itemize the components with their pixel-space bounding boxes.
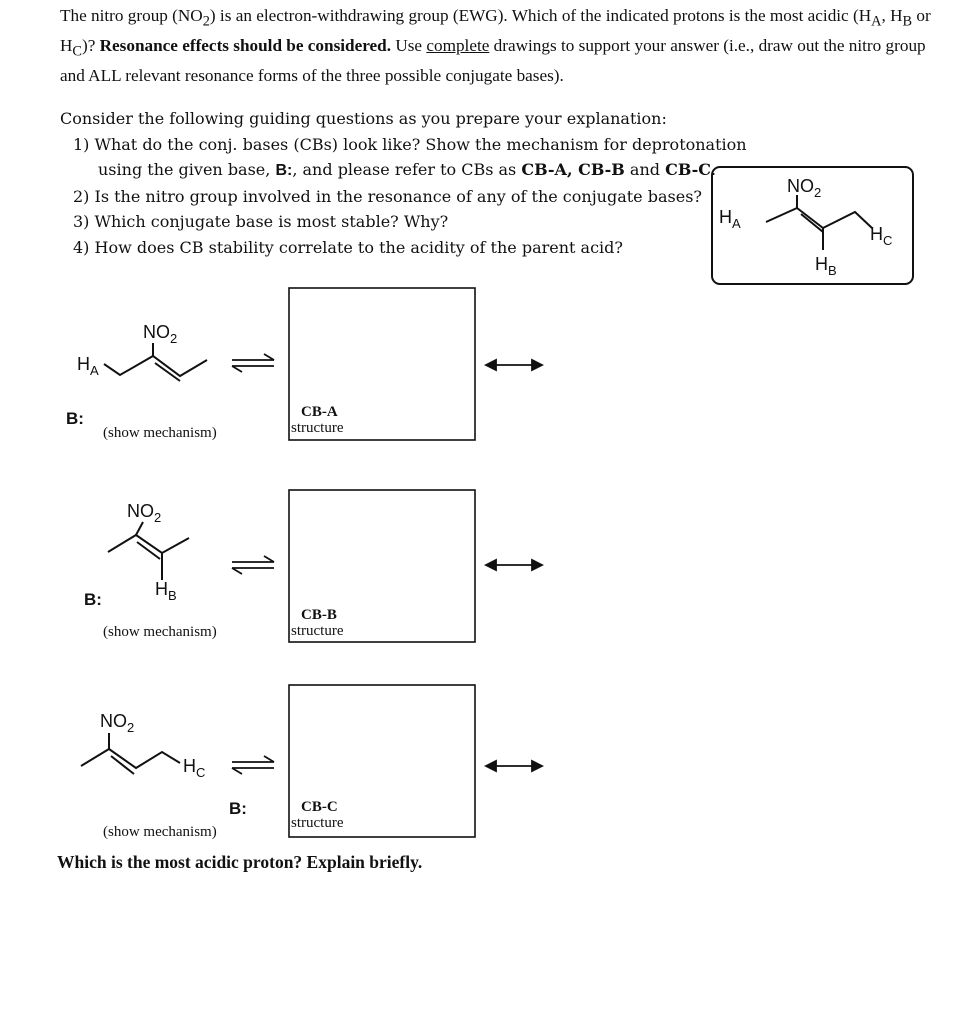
row1-skeleton (104, 356, 207, 376)
cb-c-label (291, 799, 343, 831)
cb-c-structure-text: structure (291, 815, 344, 831)
intro-sub-a: A (871, 13, 882, 30)
reference-skeleton (766, 208, 872, 228)
intro-text-4: or H (60, 6, 931, 55)
guide-q2: 2) Is the nitro group involved in the resonance of any of the conjugate bases? (73, 186, 702, 206)
row1-show-mechanism: (show mechanism) (103, 425, 217, 441)
row2-no2-label: $NO_2$ (127, 501, 162, 525)
row1-base-label: B: (66, 409, 84, 428)
row2-hb-label: $H_B$ (155, 579, 177, 603)
intro-text-7: drawings to support your answer (i.e., draw out the nitro group and ALL relevant resonance forms of the three possible conjugate bases). (60, 35, 926, 85)
cb-b-structure-text: structure (291, 623, 344, 639)
row3-base-label: B: (229, 799, 247, 818)
row1-resonance-arrow (486, 360, 542, 370)
cb-c-title: CB-C (301, 799, 338, 815)
intro-underlined: complete (426, 35, 490, 55)
cb-b-title: CB-B (301, 607, 337, 623)
intro-text-6: Use (391, 35, 427, 55)
guide-q1: 1) What do the conj. bases (CBs) look like? Show the mechanism for deprotonation (73, 134, 747, 154)
row3-skeleton (81, 749, 180, 768)
row2-equilibrium-arrow (232, 556, 274, 574)
guide-q1-base: B: (275, 162, 293, 179)
row2-base-label: B: (84, 590, 102, 609)
row3-resonance-arrow (486, 761, 542, 771)
row1-equilibrium-arrow (232, 354, 274, 372)
row3-show-mechanism: (show mechanism) (103, 824, 217, 840)
intro-text-3: , H (881, 6, 903, 25)
cb-a-label (291, 404, 343, 436)
intro-sub: 2 (202, 13, 210, 30)
guide-q1-end: . (711, 160, 717, 179)
guide-heading: Consider the following guiding questions as you prepare your explanation: (60, 109, 667, 128)
guide-q1-mid: , and please refer to CBs as (292, 160, 522, 179)
cb-a-title: CB-A (301, 404, 338, 420)
guide-q1-and: and (624, 160, 666, 179)
reference-double-bond (801, 214, 823, 232)
reference-hc-label: $H_C$ (870, 224, 893, 248)
row3-equilibrium-arrow (232, 756, 274, 774)
final-question: Which is the most acidic proton? Explain briefly. (57, 852, 423, 872)
intro-text-1: The nitro group (NO (60, 6, 203, 25)
row3-no2-label: $NO_2$ (100, 711, 135, 735)
guide-q4: 4) How does CB stability correlate to the acidity of the parent acid? (73, 237, 623, 257)
row2-resonance-arrow (486, 560, 542, 570)
intro-sub-c: C (72, 43, 82, 60)
intro-text-5: )? (81, 35, 100, 55)
guide-q3: 3) Which conjugate base is most stable? Why? (73, 212, 449, 231)
intro-text-2: ) is an electron-withdrawing group (EWG). Which of the indicated protons is the most acidic (H (209, 6, 872, 25)
row2-no2-bond (136, 522, 143, 535)
guide-q1-bold: CB-A, CB-B (521, 160, 625, 179)
reference-hb-label: $H_B$ (815, 254, 837, 278)
row3-hc-label: $H_C$ (183, 756, 206, 780)
guide-q1-bold2: CB-C (665, 160, 712, 179)
reference-ha-label: $H_A$ (719, 207, 741, 231)
row1-no2-label: $NO_2$ (143, 322, 178, 346)
reference-no2-label: $NO_2$ (787, 176, 822, 200)
cb-a-structure-text: structure (291, 420, 344, 436)
row2-show-mechanism: (show mechanism) (103, 624, 217, 640)
row1-ha-label: $H_A$ (77, 354, 99, 378)
intro-bold: Resonance effects should be considered. (99, 35, 392, 55)
intro-sub-b: B (902, 13, 913, 30)
guide-q1-pre: using the given base, (98, 160, 276, 179)
cb-b-label (291, 607, 343, 639)
